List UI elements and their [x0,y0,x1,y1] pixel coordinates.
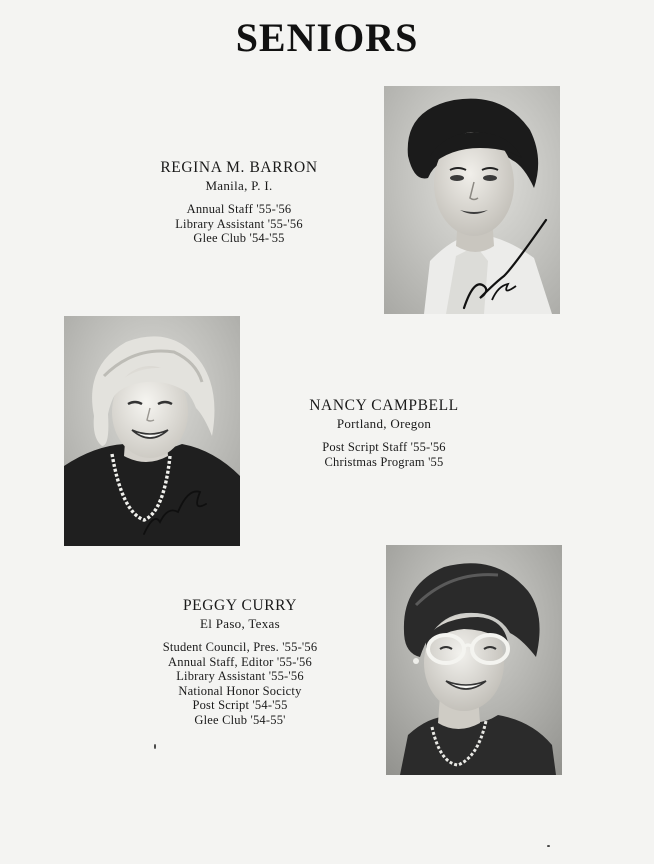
senior-activity: National Honor Socicty [178,683,302,698]
portrait-image [384,86,560,314]
senior-name: REGINA M. BARRON [160,159,318,176]
scan-speck [547,845,550,847]
senior-activity: Student Council, Pres. '55-'56 [162,640,318,654]
senior-activity: Post Script '54-'55 [192,698,288,712]
senior-activity: Annual Staff, Editor '55-'56 [168,654,312,669]
senior-photo-nancy-campbell [64,316,240,546]
senior-activity: Post Script Staff '55-'56 [322,440,446,454]
senior-name: NANCY CAMPBELL [309,397,459,414]
senior-info-nancy-campbell [294,396,474,469]
senior-photo-regina-barron [384,86,560,314]
senior-activity: Library Assistant '55-'56 [176,669,304,683]
senior-activity: Glee Club '54-55' [194,712,286,727]
senior-activity: Christmas Program '55 [324,454,444,469]
senior-hometown: Portland, Oregon [336,416,432,431]
senior-info-peggy-curry [130,596,350,727]
scan-speck [154,744,156,749]
senior-activity: Annual Staff '55-'56 [186,202,292,216]
senior-hometown: Manila, P. I. [205,178,273,193]
senior-activity: Glee Club '54-'55 [193,231,285,245]
senior-hometown: El Paso, Texas [200,616,280,631]
portrait-image [386,545,562,775]
senior-activity: Library Assistant '55-'56 [175,216,303,231]
senior-info-regina-barron [134,158,344,246]
senior-photo-peggy-curry [386,545,562,775]
senior-name: PEGGY CURRY [182,597,298,614]
portrait-image [64,316,240,546]
page-title: SENIORS [235,15,419,60]
